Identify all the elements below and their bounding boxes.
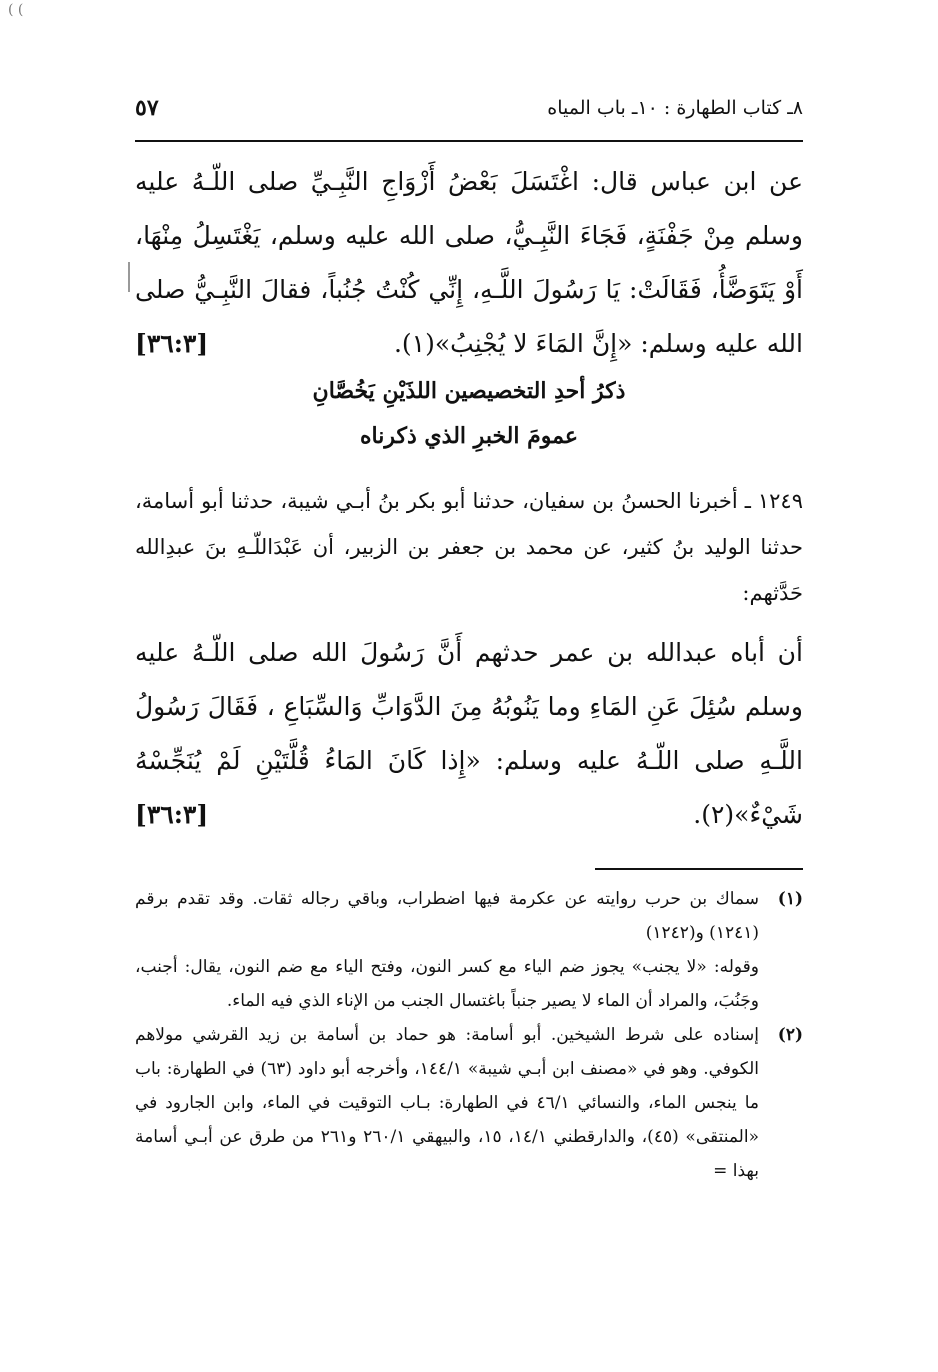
section-heading-line-2: عمومَ الخبرِ الذي ذكرناه bbox=[360, 423, 578, 449]
hadith-text-1: عن ابن عباس قال: اغْتَسَلَ بَعْضُ أَزْوَاجِ النَّبِـيِّ صلى اللّـهُ عليه وسلم مِنْ جَفْنَةٍ، فَجَاءَ النَّبِـيُّ، صلى الله عليه وسلم، يَغْتَسِلُ مِنْهَا، أَوْ يَتَوَضَّأُ، فَقَالَتْ: يَا رَسُولَ اللَّـهِ، إِنِّي كُنْتُ جُنُباً، فقالَ النَّبِـيُّ صلى الله عليه وسلم: «إِنَّ المَاءَ لا يُجْنِبُ»(١). bbox=[135, 167, 803, 358]
footnote-number: (١) bbox=[777, 889, 803, 909]
page-header bbox=[135, 88, 803, 128]
footnote-text: إسناده على شرط الشيخين. أبو أسامة: هو حماد بن أسامة بن زيد القرشي مولاهم الكوفي. وهو في «مصنف ابن أبـي شيبة» ١٤٤/١، وأخرجه أبو داود (٦٣) في الطهارة: باب ما ينجس الماء، والنسائي ٤٦/١ في الطهارة: بـاب التوقيت في الماء، وابن الجارود في «المنتقى» (٤٥)، والدارقطني ١٤/١، ١٥، والبيهقي ٢٦٠/١ و٢٦١ من طرق عن أبـي أسامة بهذا = bbox=[135, 1025, 759, 1181]
footnote-1 bbox=[135, 882, 803, 950]
section-heading-line-1: ذكرُ أحدِ التخصيصين اللذَيْنِ يَخُصَّانِ bbox=[312, 378, 626, 404]
footnote-1-continuation: وقوله: «لا يجنب» يجوز ضم الياء مع كسر النون، وفتح الياء مع ضم النون، يقال: أجنب، وجَنُبَ، والمراد أن الماء لا يصير جنباً باغتسال الجنب من الإناء الذي فيه الماء. bbox=[135, 957, 759, 1011]
header-rule bbox=[135, 140, 803, 142]
hadith-text-2: أن أباه عبدالله بن عمر حدثهم أَنَّ رَسُولَ الله صلى اللّـهُ عليه وسلم سُئِلَ عَنِ المَاءِ وما يَنُوبُهُ مِنَ الدَّوَابِّ وَالسِّبَاعِ ، فَقَالَ رَسُولُ اللَّـهِ صلى اللّـهُ عليه وسلم: «إِذا كَانَ المَاءُ قُلَّتَيْنِ لَمْ يُنَجِّسْهُ شَيْءٌ»(٢). bbox=[135, 638, 803, 829]
reference-2: [٣٦:٣] bbox=[135, 800, 209, 829]
hadith-paragraph-1 bbox=[135, 155, 803, 371]
isnad-paragraph: ١٢٤٩ ـ أخبرنا الحسنُ بن سفيان، حدثنا أبو بكر بنُ أبـي شيبة، حدثنا أبو أسامة، حدثنا الوليد بنُ كثير، عن محمد بن جعفر بن الزبير، أن عَبْدَاللّـهِ بنَ عبدِالله حَدَّثهم: bbox=[135, 489, 803, 605]
page-number: ٥٧ bbox=[135, 95, 159, 121]
footnote-number: (٢) bbox=[777, 1025, 803, 1045]
footnote-2 bbox=[135, 1018, 803, 1188]
footnote-separator bbox=[595, 868, 803, 870]
hadith-paragraph-2 bbox=[135, 626, 803, 842]
reference-1: [٣٦:٣] bbox=[135, 329, 209, 358]
footnotes bbox=[135, 882, 803, 1188]
footnote-text: سماك بن حرب روايته عن عكرمة فيها اضطراب، وباقي رجاله ثقات. وقد تقدم برقم (١٢٤١) و(١٢٤٢) bbox=[135, 889, 759, 943]
scan-corner-mark: ( ( bbox=[8, 2, 24, 18]
margin-mark bbox=[128, 262, 130, 292]
running-title: ٨ـ كتاب الطهارة : ١٠ـ باب المياه bbox=[547, 97, 803, 119]
